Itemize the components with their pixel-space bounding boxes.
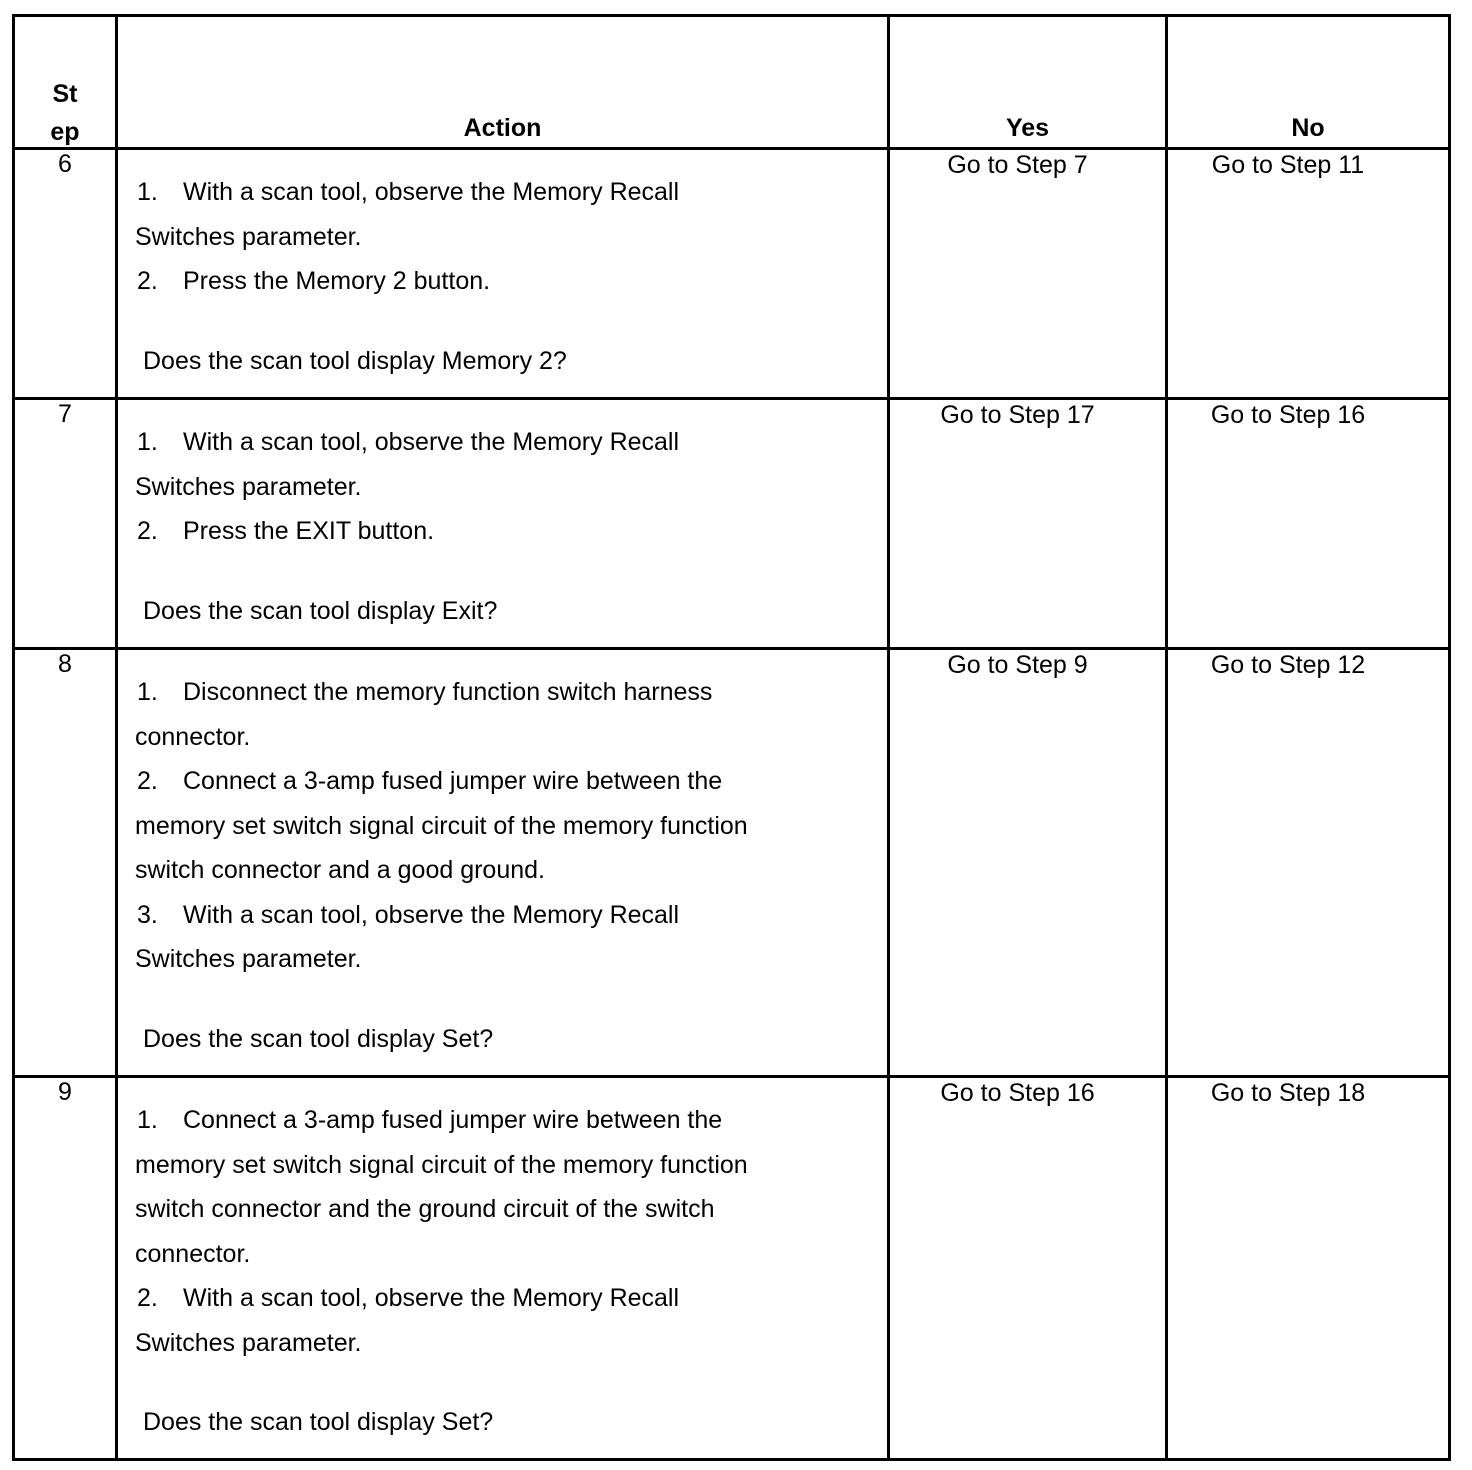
header-step	[14, 16, 117, 149]
action-item-continuation: Switches parameter.	[135, 945, 362, 973]
action-item: 2. Connect a 3-amp fused jumper wire between the	[137, 767, 723, 795]
action-item: 2. With a scan tool, observe the Memory Recall	[137, 1284, 680, 1312]
action-item-continuation: memory set switch signal circuit of the memory function	[135, 811, 748, 840]
action-item: 2. Press the EXIT button.	[137, 517, 435, 545]
action-cell	[117, 1077, 889, 1460]
step-number: 7	[14, 399, 117, 649]
yes-result: Go to Step 9	[947, 651, 1088, 679]
step-number: 9	[14, 1077, 117, 1460]
table-row	[14, 1077, 1450, 1460]
action-item: 2. Press the Memory 2 button.	[137, 267, 491, 295]
action-item: 1. With a scan tool, observe the Memory Recall	[137, 178, 680, 206]
table-row	[14, 649, 1450, 1077]
action-item: 1. Disconnect the memory function switch harness	[137, 678, 713, 706]
no-result: Go to Step 16	[1210, 401, 1366, 429]
header-step-line2: ep	[50, 118, 80, 146]
yes-result: Go to Step 7	[947, 151, 1088, 179]
action-question: Does the scan tool display Exit?	[143, 596, 498, 625]
no-result: Go to Step 18	[1210, 1079, 1366, 1107]
header-action: Action	[117, 16, 889, 149]
action-item: 1. With a scan tool, observe the Memory Recall	[137, 428, 680, 456]
table-header-row	[14, 16, 1450, 149]
action-cell	[117, 649, 889, 1077]
action-item-continuation: Switches parameter.	[135, 222, 362, 251]
action-item-continuation: switch connector and a good ground.	[135, 856, 545, 884]
diagnostic-table	[12, 14, 1451, 1461]
action-question: Does the scan tool display Memory 2?	[143, 346, 567, 375]
yes-cell	[889, 149, 1167, 399]
yes-cell	[889, 649, 1167, 1077]
action-question: Does the scan tool display Set?	[143, 1024, 494, 1053]
header-no: No	[1167, 16, 1450, 149]
action-item-continuation: Switches parameter.	[135, 1328, 362, 1357]
action-item-continuation: connector.	[135, 1239, 251, 1268]
step-number: 6	[14, 149, 117, 399]
action-question: Does the scan tool display Set?	[143, 1408, 494, 1436]
action-item-continuation: memory set switch signal circuit of the memory function	[135, 1150, 748, 1179]
action-item: 3. With a scan tool, observe the Memory Recall	[137, 900, 680, 929]
no-result: Go to Step 12	[1210, 651, 1366, 679]
action-item: 1. Connect a 3-amp fused jumper wire between the	[137, 1106, 723, 1134]
header-step-line1: St	[52, 80, 78, 108]
no-cell	[1167, 399, 1450, 649]
yes-result: Go to Step 17	[940, 401, 1095, 429]
action-item-continuation: Switches parameter.	[135, 472, 362, 501]
header-yes: Yes	[889, 16, 1167, 149]
table-row	[14, 149, 1450, 399]
no-cell	[1167, 1077, 1450, 1460]
table-row	[14, 399, 1450, 649]
action-cell	[117, 399, 889, 649]
action-item-continuation: connector.	[135, 722, 251, 751]
yes-cell	[889, 399, 1167, 649]
no-result: Go to Step 11	[1211, 151, 1365, 179]
action-cell	[117, 149, 889, 399]
yes-result: Go to Step 16	[940, 1079, 1095, 1107]
action-item-continuation: switch connector and the ground circuit of the switch	[135, 1195, 715, 1223]
no-cell	[1167, 649, 1450, 1077]
yes-cell	[889, 1077, 1167, 1460]
step-number: 8	[14, 649, 117, 1077]
no-cell	[1167, 149, 1450, 399]
